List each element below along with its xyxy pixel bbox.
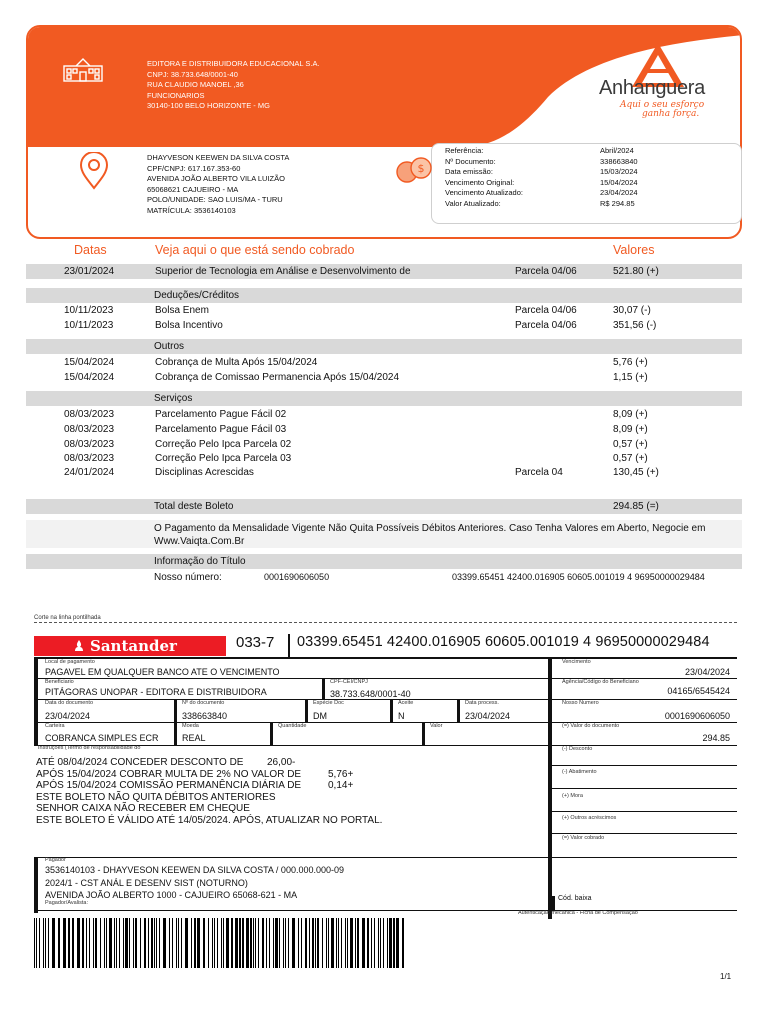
cell-parcel: Parcela 04/06 [515, 266, 577, 277]
divider [174, 723, 177, 745]
left-column-divider [34, 857, 38, 913]
cell-value: 5,76 (+) [613, 357, 648, 368]
reference-labels [445, 146, 523, 209]
bank-code: 033-7 [236, 634, 275, 651]
section-title: Serviços [154, 393, 193, 404]
total-value: 294.85 (=) [613, 501, 659, 512]
table-row [26, 422, 742, 437]
divider [552, 788, 737, 789]
ref-label-issue-date: Data emissão: [445, 167, 493, 176]
cpf-value: 38.733.648/0001-40 [330, 689, 411, 699]
coins-icon [395, 154, 435, 184]
cell-parcel: Parcela 04 [515, 467, 563, 478]
payer-address: AVENIDA JOÃO ALBERTO VILA LUIZÃO [147, 174, 285, 183]
currency-label: Moeda [182, 723, 199, 729]
benef-value: PITÁGORAS UNOPAR - EDITORA E DISTRIBUIDORA [45, 687, 267, 697]
table-row-main [26, 264, 742, 279]
instruction-line: APÓS 15/04/2024 COMISSÃO PERMANÊNCIA DIÁRIA DE [36, 780, 302, 792]
notice-line-1: O Pagamento da Mensalidade Vigente Não Quita Possíveis Débitos Anteriores. Caso Tenha Valores em Aberto, Negocie em [154, 523, 706, 534]
divider [34, 722, 737, 723]
location-pin-icon [78, 152, 110, 190]
brand-slogan-line-2: ganha força. [642, 109, 700, 119]
payer-line: AVENIDA JOÃO ALBERTO 1000 - CAJUEIRO 65068-621 - MA [45, 890, 298, 900]
payer-cpf: CPF/CNPJ: 617.167.353-60 [147, 163, 241, 173]
nosso-num-value: 0001690606050 [664, 711, 730, 721]
divider [322, 679, 325, 699]
cell-value: 130,45 (+) [613, 467, 659, 478]
instruction-line: APÓS 15/04/2024 COBRAR MULTA DE 2% NO VALOR DE [36, 768, 302, 780]
docdate-value: 23/04/2024 [45, 711, 91, 721]
cell-date: 15/04/2024 [64, 357, 115, 368]
cell-date: 08/03/2023 [64, 439, 115, 450]
issuer-street: RUA CLAUDIO MANOEL ,36 [147, 80, 244, 89]
cell-value: 8,09 (+) [613, 424, 648, 435]
docnum-value: 338663840 [182, 711, 228, 721]
agency-value: 04165/6545424 [667, 686, 730, 696]
cell-date: 23/01/2024 [64, 266, 115, 277]
cell-value: 8,09 (+) [613, 409, 648, 420]
cell-value: 1,15 (+) [613, 372, 648, 383]
divider [552, 896, 555, 910]
cell-desc: Bolsa Incentivo [155, 320, 223, 331]
wallet-value: COBRANCA SIMPLES ECR [45, 733, 159, 743]
payer-name: DHAYVESON KEEWEN DA SILVA COSTA [147, 153, 290, 162]
cell-desc: Cobrança de Comissao Permanencia Após 15/04/2024 [155, 372, 400, 383]
divider [552, 833, 737, 834]
local-value: PAGAVEL EM QUALQUER BANCO ATE O VENCIMENTO [45, 667, 280, 677]
brand-slogan [620, 101, 704, 119]
table-row [26, 370, 742, 385]
procdate-label: Data process. [465, 700, 499, 706]
table-row [26, 407, 742, 422]
charged-label: (=) Valor cobrado [562, 835, 605, 841]
additions-label: (+) Outros acréscimos [562, 815, 617, 821]
section-deductions [26, 288, 742, 303]
issuer-cnpj: CNPJ: 38.733.648/0001-40 [147, 69, 238, 79]
cod-baixa-label: Cód. baixa [558, 895, 592, 902]
docdate-label: Data do documento [45, 700, 94, 706]
cell-desc: Parcelamento Pague Fácil 02 [155, 409, 287, 420]
cell-value: 0,57 (+) [613, 439, 648, 450]
accept-value: N [398, 711, 405, 721]
santander-flame-icon [72, 639, 86, 653]
issuer-block [147, 59, 320, 112]
ref-label-original-due: Vencimento Original: [445, 177, 515, 187]
divider [305, 700, 308, 722]
section-title: Informação do Título [154, 556, 246, 567]
payer-label: Pagador [45, 857, 66, 863]
digitable-line: 03399.65451 42400.016905 60605.001019 4 96950000029484 [297, 634, 710, 650]
cell-date: 15/04/2024 [64, 372, 115, 383]
ref-label-docnum: Nº Documento: [445, 156, 496, 166]
ref-value-original-due: 15/04/2024 [600, 177, 638, 187]
instruction-line: ESTE BOLETO NÃO QUITA DÉBITOS ANTERIORES [36, 791, 276, 803]
cell-desc: Parcelamento Pague Fácil 03 [155, 424, 287, 435]
payer-block [147, 153, 289, 216]
cell-desc: Bolsa Enem [155, 305, 209, 316]
divider [34, 699, 737, 700]
cell-desc: Correção Pelo Ipca Parcela 02 [155, 439, 292, 450]
notice-line-2: Www.Vaiqta.Com.Br [154, 536, 245, 547]
ref-value-updated-value: R$ 294.85 [600, 198, 635, 208]
cut-line [34, 622, 737, 623]
notice-block [26, 520, 742, 548]
svg-text:$: $ [417, 162, 425, 175]
divider [552, 765, 737, 766]
section-services [26, 391, 742, 406]
benef-label: Beneficiario [45, 679, 74, 685]
table-row [26, 355, 742, 370]
reference-values [600, 146, 638, 209]
accept-label: Aceite [398, 700, 414, 706]
cell-date: 24/01/2024 [64, 467, 115, 478]
table-row [26, 303, 742, 318]
auth-label: Autenticação mecânica - Ficha de Compensação [518, 910, 638, 916]
cell-desc: Disciplinas Acrescidas [155, 467, 254, 478]
instr-value-discount: 26,00- [267, 757, 296, 768]
issuer-name: EDITORA E DISTRIBUIDORA EDUCACIONAL S.A. [147, 59, 320, 68]
total-row [26, 499, 742, 514]
cell-parcel: Parcela 04/06 [515, 305, 577, 316]
table-row [26, 451, 742, 466]
interest-label: (+) Mora [562, 793, 583, 799]
divider [390, 700, 393, 722]
ref-label-updated-due: Vencimento Atualizado: [445, 188, 523, 197]
page-number: 1/1 [720, 972, 732, 981]
cell-date: 08/03/2023 [64, 424, 115, 435]
payer-enrollment: MATRÍCULA: 3536140103 [147, 205, 236, 215]
nosso-numero-row [26, 570, 742, 585]
ref-value-issue-date: 15/03/2024 [600, 167, 638, 176]
brand-name: Anhanguera [599, 77, 705, 99]
divider [457, 700, 460, 722]
section-others [26, 339, 742, 354]
nosso-value: 0001690606050 [264, 572, 330, 582]
left-column-divider [34, 659, 38, 745]
cell-value: 521.80 (+) [613, 266, 659, 277]
cell-value: 351,56 (-) [613, 320, 657, 331]
payer-unit: POLO/UNIDADE: SAO LUIS/MA - TURU [147, 195, 283, 204]
brand-slogan-line-1: Aqui o seu esforço [620, 100, 705, 110]
docvalue-value: 294.85 [702, 733, 730, 743]
kind-label: Espécie Doc [313, 700, 344, 706]
barcode [34, 918, 409, 968]
cell-parcel: Parcela 04/06 [515, 320, 577, 331]
ref-value-updated-due: 23/04/2024 [600, 188, 638, 197]
digitable-line-small: 03399.65451 42400.016905 60605.001019 4 96950000029484 [452, 572, 705, 582]
instruction-line: SENHOR CAIXA NÃO RECEBER EM CHEQUE [36, 803, 250, 815]
right-column-divider [548, 659, 552, 919]
col-dates-header: Datas [74, 243, 107, 257]
divider [422, 723, 425, 745]
total-label: Total deste Boleto [154, 501, 234, 512]
col-desc-header: Veja aqui o que está sendo cobrado [155, 243, 355, 257]
rebate-label: (-) Abatimento [562, 769, 597, 775]
venc-label: Vencimento [562, 659, 591, 665]
guarantor-label: Pagador/Avalista: [45, 900, 89, 906]
currency-value: REAL [182, 733, 206, 743]
issuer-district: FUNCIONARIOS [147, 90, 205, 100]
instruction-line: ATÉ 08/04/2024 CONCEDER DESCONTO DE [36, 757, 244, 768]
instr-value-fine: 5,76+ [328, 769, 354, 780]
divider [552, 811, 737, 812]
ref-value-docnum: 338663840 [600, 156, 638, 166]
section-title: Outros [154, 341, 185, 352]
table-row [26, 318, 742, 333]
cell-date: 10/11/2023 [64, 320, 114, 331]
section-title-info [26, 554, 742, 569]
discount-label: (-) Desconto [562, 746, 593, 752]
procdate-value: 23/04/2024 [465, 711, 511, 721]
cut-line-label: Corte na linha pontilhada [34, 615, 101, 621]
wallet-label: Carteira [45, 723, 65, 729]
cell-desc: Correção Pelo Ipca Parcela 03 [155, 453, 292, 464]
cell-desc: Superior de Tecnologia em Análise e Desenvolvimento de [155, 266, 411, 277]
instr-label: Instruções (Termo de responsabilidade do [38, 745, 141, 751]
instructions [36, 757, 382, 827]
venc-value: 23/04/2024 [684, 667, 730, 677]
kind-value: DM [313, 711, 327, 721]
instr-value-commission: 0,14+ [328, 780, 354, 791]
local-label: Local de pagamento [45, 659, 95, 665]
issuer-city: 30140-100 BELO HORIZONTE - MG [147, 101, 270, 110]
cell-date: 08/03/2023 [64, 409, 115, 420]
building-icon [62, 57, 104, 83]
divider [288, 634, 290, 658]
payer-cep: 65068621 CAJUEIRO - MA [147, 184, 239, 194]
instruction-line: ESTE BOLETO É VÁLIDO ATÉ 14/05/2024. APÓS, ATUALIZAR NO PORTAL. [36, 814, 383, 826]
cell-value: 0,57 (+) [613, 453, 648, 464]
agency-label: Agência/Código do Beneficiano [562, 679, 639, 685]
santander-logo [34, 636, 226, 656]
nosso-num-label: Nosso Numero [562, 700, 599, 706]
divider [270, 723, 273, 745]
docnum-label: Nº do documento [182, 700, 225, 706]
payer-lines [45, 864, 344, 902]
qty-label: Quantidade [278, 723, 307, 729]
cell-desc: Cobrança de Multa Após 15/04/2024 [155, 357, 318, 368]
docvalue-label: (=) Valor do documento [562, 723, 620, 729]
ref-label-reference: Referência: [445, 146, 484, 155]
divider [34, 657, 737, 659]
table-row [26, 437, 742, 452]
col-values-header: Valores [613, 243, 655, 257]
ref-label-updated-value: Valor Atualizado: [445, 198, 501, 208]
divider [174, 700, 177, 722]
cpf-label: CPF-CEI/CNPJ [330, 679, 368, 685]
bank-name: Santander [90, 637, 177, 655]
cell-value: 30,07 (-) [613, 305, 651, 316]
nosso-label: Nosso número: [154, 572, 222, 583]
payer-line: 2024/1 - CST ANÁL E DESENV SIST (NOTURNO) [45, 877, 248, 888]
payer-line: 3536140103 - DHAYVESON KEEWEN DA SILVA COSTA / 000.000.000-09 [45, 865, 344, 875]
value-label: Valor [430, 723, 443, 729]
ref-value-reference: Abril/2024 [600, 146, 634, 155]
cell-date: 08/03/2023 [64, 453, 115, 464]
section-title: Deduções/Créditos [154, 290, 240, 301]
cell-date: 10/11/2023 [64, 305, 114, 316]
table-row [26, 465, 742, 480]
divider [34, 857, 737, 858]
